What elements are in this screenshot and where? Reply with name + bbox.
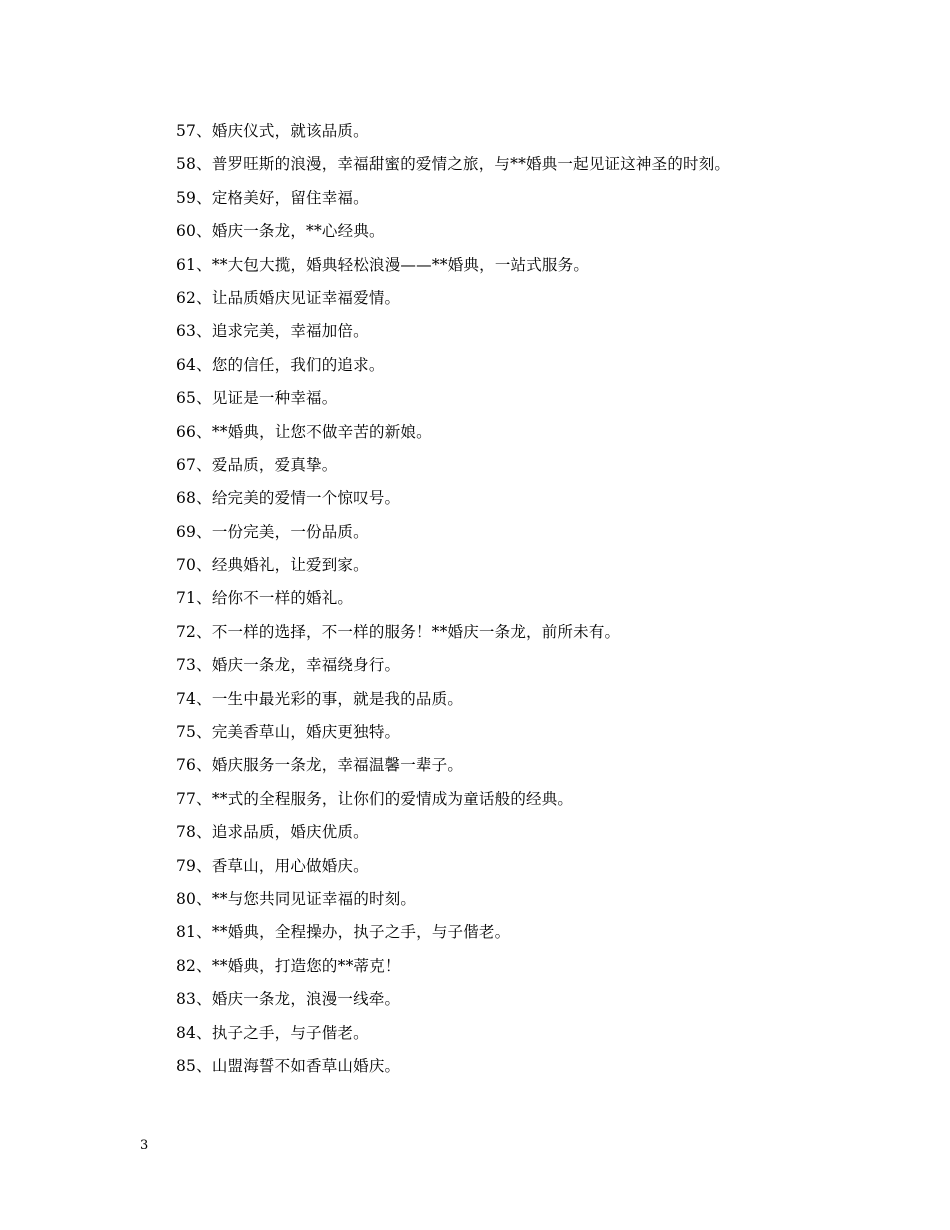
list-item: 85、山盟海誓不如香草山婚庆。 xyxy=(176,1056,401,1075)
list-item: 81、**婚典，全程操办，执子之手，与子偕老。 xyxy=(176,923,511,942)
list-item: 78、追求品质，婚庆优质。 xyxy=(176,823,369,842)
list-item: 65、见证是一种幸福。 xyxy=(176,389,338,408)
list-item: 57、婚庆仪式，就该品质。 xyxy=(176,122,369,140)
list-item: 64、您的信任，我们的追求。 xyxy=(176,355,385,374)
slogan-list xyxy=(176,118,876,1086)
list-item: 79、香草山，用心做婚庆。 xyxy=(176,856,369,875)
list-item: 72、不一样的选择，不一样的服务！**婚庆一条龙，前所未有。 xyxy=(176,622,621,641)
list-item: 70、经典婚礼，让爱到家。 xyxy=(176,556,369,575)
list-item: 71、给你不一样的婚礼。 xyxy=(176,589,354,608)
list-item: 75、完美香草山，婚庆更独特。 xyxy=(176,723,401,742)
list-item: 63、追求完美，幸福加倍。 xyxy=(176,322,369,341)
list-item: 76、婚庆服务一条龙，幸福温馨一辈子。 xyxy=(176,756,464,775)
list-item: 84、执子之手，与子偕老。 xyxy=(176,1023,369,1042)
page-number: 3 xyxy=(140,1138,149,1153)
list-item: 67、爱品质，爱真挚。 xyxy=(176,455,338,474)
list-item: 83、婚庆一条龙，浪漫一线牵。 xyxy=(176,990,401,1009)
list-item: 66、**婚典，让您不做辛苦的新娘。 xyxy=(176,422,432,441)
list-item: 68、给完美的爱情一个惊叹号。 xyxy=(176,489,401,508)
list-item: 77、**式的全程服务，让你们的爱情成为童话般的经典。 xyxy=(176,789,574,808)
list-item: 60、婚庆一条龙，**心经典。 xyxy=(176,222,385,241)
list-item: 62、让品质婚庆见证幸福爱情。 xyxy=(176,288,401,307)
list-item: 80、**与您共同见证幸福的时刻。 xyxy=(176,889,417,908)
list-item: 61、**大包大揽，婚典轻松浪漫——**婚典，一站式服务。 xyxy=(176,255,590,274)
list-item: 69、一份完美，一份品质。 xyxy=(176,522,369,541)
list-item: 59、定格美好，留住幸福。 xyxy=(176,188,369,207)
list-item: 82、**婚典，打造您的**蒂克！ xyxy=(176,956,401,975)
list-item: 58、普罗旺斯的浪漫，幸福甜蜜的爱情之旅，与**婚典一起见证这神圣的时刻。 xyxy=(176,155,731,174)
list-item: 73、婚庆一条龙，幸福绕身行。 xyxy=(176,656,401,675)
list-item: 74、一生中最光彩的事，就是我的品质。 xyxy=(176,689,464,708)
